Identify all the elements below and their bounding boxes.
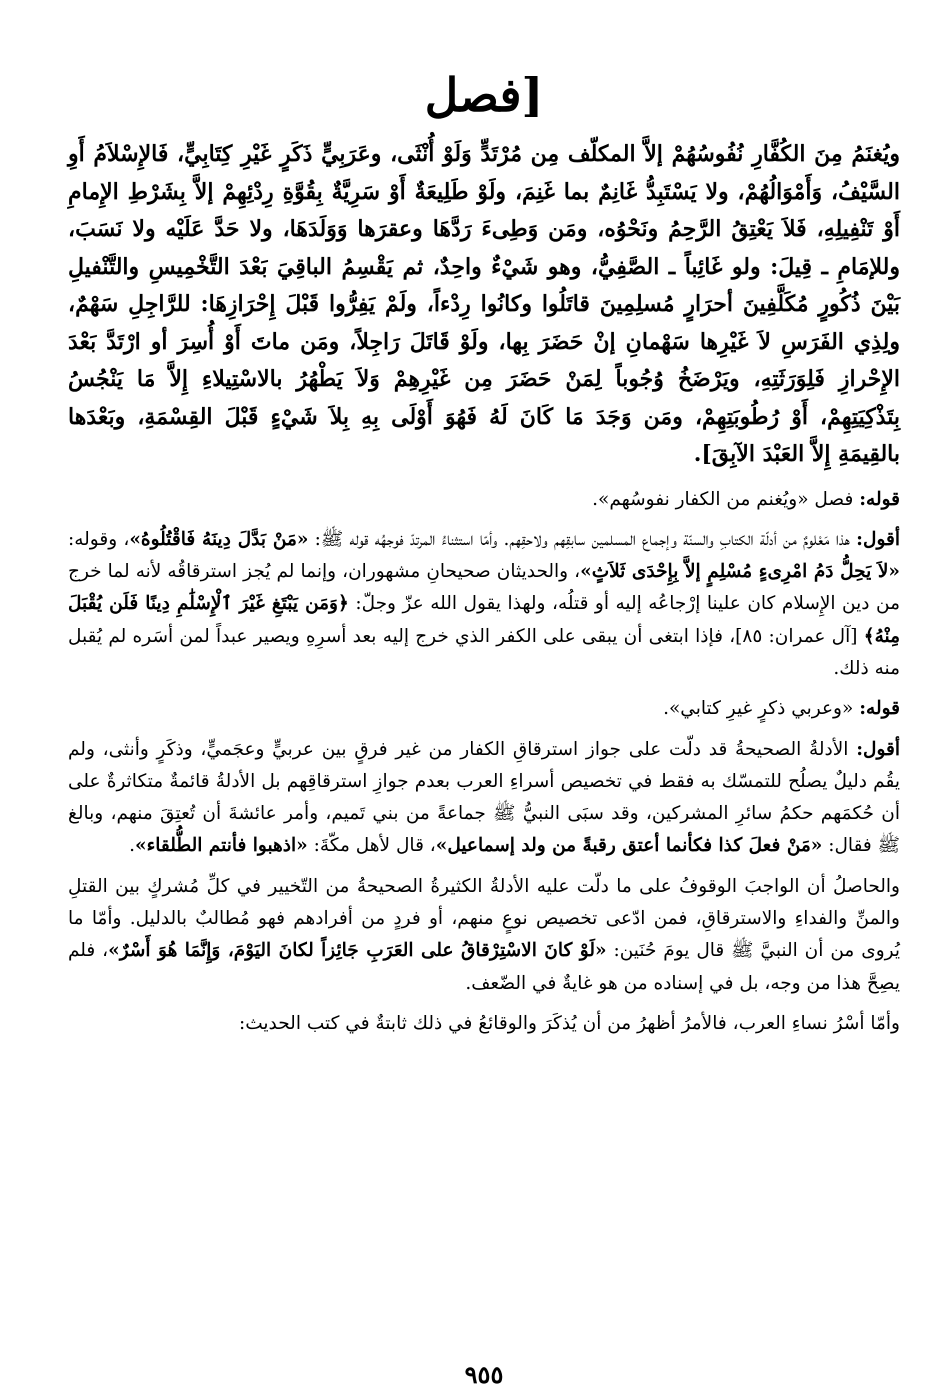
text-segment: . [129, 835, 136, 857]
hadith-quote: «مَنْ بَدَّلَ دِينَهُ فَاقْتُلُوهُ» [129, 528, 309, 550]
text-segment: ، والحديثان صحيحانِ مشهوران، وإنما لم يُجز استرقاقُه لأنه لما خرج من دين الإِسلام كان علينا إرْجاعُه إليه أو قتلُه، ولهذا يقول الله عزّ وجلّ: [68, 561, 901, 615]
commentary-paragraph-1 [68, 524, 900, 685]
quoted-text: فصل «ويُغنم من الكفار نفوسُهم». [592, 488, 854, 510]
hadith-quote: «لاَ يَحِلُّ دَمُ امْرِىءٍ مُسْلِمٍ إلاَّ بِإِحْدَى ثَلاَثٍ» [580, 561, 900, 583]
commentary-paragraph-4: وأمّا أسْرُ نساءِ العرب، فالأمرُ أظهرُ من أن يُذكَرَ والوقائعُ في ذلك ثابتةٌ في كتب الحديث: [238, 1012, 900, 1034]
text-segment: الأدلةُ الصحيحةُ قد دلّت على جواز استرقاقِ الكفار من غير فرقٍ بين عربيٍّ وعجَميٍّ، وذكَرٍ وأنثى، ولم يقُم دليلٌ يصلُح للتمسّك به فقط في تخصيص أسراءِ العرب بعدم جوازِ استرقاقِهم بل الأدلةُ قائمةٌ متكاثرةٌ على أن حُكمَهم حكمُ سائرِ المشركين، وقد سبَى النبيُّ ﷺ جماعةً من بني تَميم، وأمر عائشةَ أن تُعتِقَ منهم، وبالغ ﷺ فقال: [68, 738, 900, 857]
text-segment: ، فلم يصِحَّ هذا من وجه، بل في إسناده من هو غايةٌ في الضّعف. [68, 940, 900, 994]
page-number: ٩٥٥ [464, 1360, 504, 1389]
text-segment: هذا مَعْلومٌ من أدلّة الكتابِ والسنّة وإجماع المسلمين سابقِهم ولاحقِهم. وأمّا استثناءُ المرتدّ فوجهُه قوله ﷺ: [308, 528, 850, 550]
text-segment: والحاصلُ أن الواجبَ الوقوفُ على ما دلّت عليه الأدلةُ الكثيرةُ الصحيحةُ من التّخيير في كلِّ مُشركٍ بين القتلِ والمنِّ والفداءِ والاسترقاقِ، فمن ادّعى تخصيص نوعٍ منهم، أو فردٍ من أفرادهم فهو مُطالبٌ بالدليل. وأمّا ما يُروى من أن النبيَّ ﷺ قال يومَ حُنَين: [68, 875, 900, 962]
commentary-heading-2 [68, 693, 900, 725]
matn-text: ويُغنَمُ مِنَ الكُفَّارِ نُفُوسُهُمْ إلاَّ المكلّف مِن مُرْتَدٍّ وَلَوْ أُنْثَى، وعَرَبِيٍّ ذَكَرٍ غَيْرِ كِتَابِيٍّ، فَالإِسْلاَمُ أَوِ السَّيْفُ، وَأَمْوَالُهُمْ، ولا يَسْتَبِدُّ غَانِمٌ بما غَنِمَ، ولَوْ طَلِيعَةٌ أَوْ سَرِيَّةٌ بِقُوَّةِ رِدْئِهِمْ إلاَّ بِشَرْطِ الإِمامِ أَوْ تَنْفِيلِهِ، فَلاَ يَعْتِقُ الرَّحِمُ ونَحْوُه، ومَن وَطِىءَ رَدَّهَا وعقرَها وَوَلَدَهَا، ولا حَدَّ عَلَيْه ولا نَسَبَ، وللإمَامِ ـ قِيلَ: ولو غَائِباً ـ الصَّفِيُّ، وهو شَيْءٌ واحِدٌ، ثم يَقْسِمُ الباقِيَ بَعْدَ التَّخْمِيسِ والتَّنْفيلِ بَيْنَ ذُكُورٍ مُكَلَّفِينَ أحرَارٍ مُسلِمِينَ قاتَلُوا وكانُوا رِدْءاً، ولَمْ يَفِرُّوا قَبْلَ إِحْرَازِهَا: للرَّاجِلِ سَهْمٌ، ولِذِي الفَرَسِ لاَ غَيْرِها سَهْمانِ إنْ حَضَرَ بِها، ولَوْ قَاتَلَ رَاجِلاً، ومَن ماتَ أَوْ أُسِرَ أو ارْتَدَّ بَعْدَ الإِحْرازِ فَلِوَرَثَتِهِ، ويَرْضَخُ وُجُوباً لِمَنْ حَضَرَ مِن غَيْرِهِمْ وَلاَ يَطْهُرُ بالاسْتِيلاءِ إِلاَّ مَا يَنْجُسُ بِتَذْكِيَتِهِمْ، أَوْ رُطُوبَتِهِمْ، ومَن وَجَدَ مَا كَانَ لَهُ فَهُوَ أَوْلَى بِهِ بِلاَ شَيْءٍ قَبْلَ القِسْمَةِ، وبَعْدَها بالقِيمَةِ إِلاَّ العَبْدَ الآبِقَ]. [68, 141, 900, 467]
text-segment: ، قال لأهل مكّةَ: [307, 835, 436, 857]
label-qawluhu: قوله: [859, 698, 900, 720]
hadith-quote: «لَوْ كانَ الاسْتِرْقاقُ على العَرَبِ جَائِزاً لكانَ اليَوْمَ، وَإِنَّمَا هُوَ أَسْرٌ» [108, 940, 607, 962]
commentary-paragraph-3 [68, 871, 900, 1000]
label-aqulu: أقول: [856, 738, 900, 760]
commentary-paragraph-2 [68, 734, 900, 863]
quoted-text: «وعربي ذكرٍ غيرِ كتابي». [663, 698, 854, 720]
hadith-quote: «مَنْ فعلَ كذا فكأنما أعتق رقبةً من ولد إسماعيل» [435, 835, 823, 857]
label-aqulu: أقول: [856, 528, 900, 550]
label-qawluhu: قوله: [859, 488, 900, 510]
page-body [68, 60, 901, 1389]
hadith-quote: «اذهبوا فأنتم الطُّلقاء» [135, 835, 308, 857]
section-title: [فصل [424, 68, 544, 122]
quran-quote: ﴿وَمَن يَبْتَغِ غَيْرَ ٱلْإِسْلَٰمِ دِينًا فَلَن يُقْبَلَ مِنْهُ﴾ [68, 593, 900, 647]
text-segment: [آل عمران: ٨٥]، فإذا ابتغى أن يبقى على الكفر الذي خرج إليه بعد أسرِهِ ويصير عبداً لمن أسَره لم يُقبل منه ذلك. [68, 625, 900, 679]
commentary-heading-1 [68, 484, 900, 516]
text-segment: ، وقوله: [68, 528, 130, 550]
